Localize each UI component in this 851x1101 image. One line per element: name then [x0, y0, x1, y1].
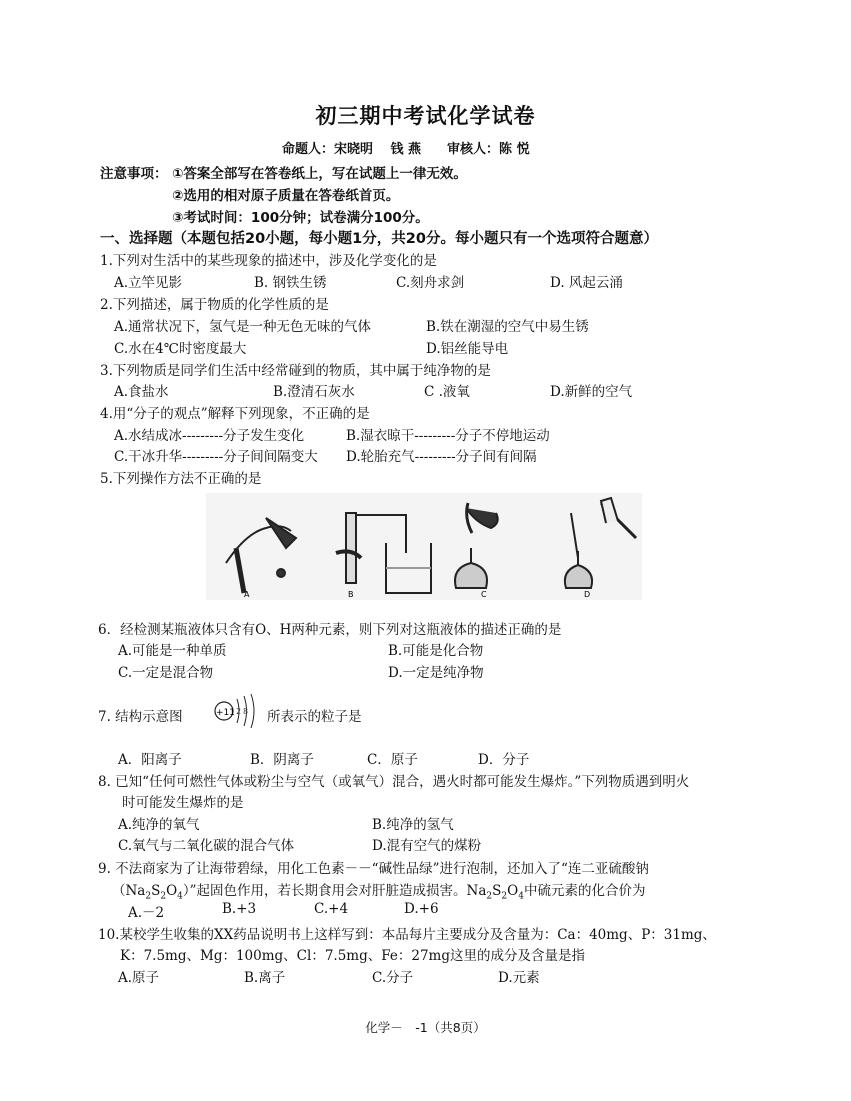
question-stem: 1.下列对生活中的某些现象的描述中，涉及化学变化的是	[100, 253, 437, 269]
option-b: B．阴离子	[250, 752, 314, 768]
option-c: C.刻舟求剑	[396, 275, 465, 291]
option-b: B. 钢铁生锈	[254, 275, 327, 291]
question-stem-continued: 所表示的粒子是	[267, 709, 362, 725]
question-stem-line2: $(Na_2S_2O_4)$”起固色作用，若长期食用会对肝脏造成损害。$Na_2S_2O_4$中硫元素的化合价为	[112, 883, 646, 902]
question-stem: 3.下列物质是同学们生活中经常碰到的物质，其中属于纯净物的是	[100, 363, 491, 379]
option-a: A.食盐水	[114, 384, 169, 400]
question-stem: 7. 结构示意图	[98, 709, 183, 725]
option-d: D.混有空气的煤粉	[372, 838, 482, 854]
section-heading: 一、选择题（本题包括20小题，每小题1分，共20分。每小题只有一个选项符合题意）	[100, 231, 658, 247]
question-stem: 2.下列描述，属于物质的化学性质的是	[100, 297, 329, 313]
option-c: C .液氧	[424, 384, 470, 400]
question-stem: 9. 不法商家为了让海带碧绿，用化工色素－－“碱性品绿”进行泡制，还加入了“连二亚硫酸钠	[98, 861, 649, 877]
author-line: 命题人：宋晓明 钱 燕 审核人：陈 悦	[282, 142, 530, 157]
panel-label-d: D	[584, 590, 591, 599]
lab-operations-figure	[206, 493, 642, 600]
option-d: D.一定是纯净物	[388, 665, 484, 681]
notice-item: ③考试时间：100分钟；试卷满分100分。	[172, 210, 429, 226]
option-d: D.轮胎充气---------分子间有间隔	[346, 449, 537, 465]
option-c: C.干冰升华---------分子间间隔变大	[114, 449, 318, 465]
option-d: D.新鲜的空气	[550, 384, 633, 400]
question-stem-line2: K：7.5mg、Mg：100mg、Cl：7.5mg、Fe：27mg这里的成分及含量是指	[120, 948, 585, 964]
option-b: B.湿衣晾干---------分子不停地运动	[346, 428, 550, 444]
notice-item: ②选用的相对原子质量在答卷纸首页。	[172, 188, 400, 204]
option-d: D.+6	[404, 901, 439, 917]
option-d: D．分子	[478, 752, 530, 768]
page-title: 初三期中考试化学试卷	[315, 104, 536, 128]
option-b: B.铁在潮湿的空气中易生锈	[426, 319, 589, 335]
notice-item: ①答案全部写在答卷纸上，写在试题上一律无效。	[172, 166, 467, 182]
option-d: D. 风起云涌	[550, 275, 623, 291]
panel-label-b: B	[348, 590, 354, 599]
option-c: C.氧气与二氧化碳的混合气体	[118, 838, 295, 854]
option-b: B.澄清石灰水	[273, 384, 355, 400]
option-a: A.水结成冰---------分子发生变化	[114, 428, 305, 444]
option-b: B.可能是化合物	[388, 643, 484, 659]
panel-label-a: A	[244, 590, 250, 599]
option-c: C．原子	[367, 752, 418, 768]
question-stem: 6．经检测某瓶液体只含有O、H两种元素，则下列对这瓶液体的描述正确的是	[98, 622, 562, 638]
question-stem: 5.下列操作方法不正确的是	[100, 471, 262, 487]
option-d: D.铝丝能导电	[426, 341, 509, 357]
panel-label-c: C	[481, 590, 487, 599]
option-b: B.纯净的氢气	[372, 817, 454, 833]
option-a: A.可能是一种单质	[118, 643, 227, 659]
svg-text:8: 8	[243, 707, 249, 716]
question-stem: 8. 已知“任何可燃性气体或粉尘与空气（或氧气）混合，遇火时都可能发生爆炸。”下列物质遇到明火	[98, 774, 690, 790]
option-b: B.+3	[222, 901, 257, 917]
svg-text:2: 2	[236, 707, 242, 716]
option-a: A.原子	[118, 970, 160, 986]
option-c: C.一定是混合物	[118, 665, 214, 681]
option-c: C.分子	[372, 970, 414, 986]
option-c: C.+4	[314, 901, 349, 917]
atom-structure-diagram	[212, 693, 260, 729]
option-b: B.离子	[244, 970, 286, 986]
option-c: C.水在4℃时密度最大	[114, 341, 247, 357]
page-footer: 化学－ -1（共8页）	[365, 1020, 486, 1035]
question-stem: 10.某校学生收集的XX药品说明书上这样写到：本品每片主要成分及含量为：Ca：40mg、P：31mg、	[98, 927, 716, 943]
notice-label: 注意事项：	[100, 166, 168, 182]
option-a: A.通常状况下，氢气是一种无色无味的气体	[114, 319, 372, 335]
nucleus-label: +11	[216, 708, 235, 718]
option-d: D.元素	[498, 970, 540, 986]
option-a: A．阳离子	[118, 752, 182, 768]
option-a: A.立竿见影	[114, 275, 183, 291]
question-stem-line2: 时可能发生爆炸的是	[122, 795, 244, 811]
option-a: A.纯净的氧气	[118, 817, 200, 833]
option-a: A.－2	[128, 905, 165, 921]
question-stem: 4.用“分子的观点”解释下列现象，不正确的是	[100, 406, 370, 422]
